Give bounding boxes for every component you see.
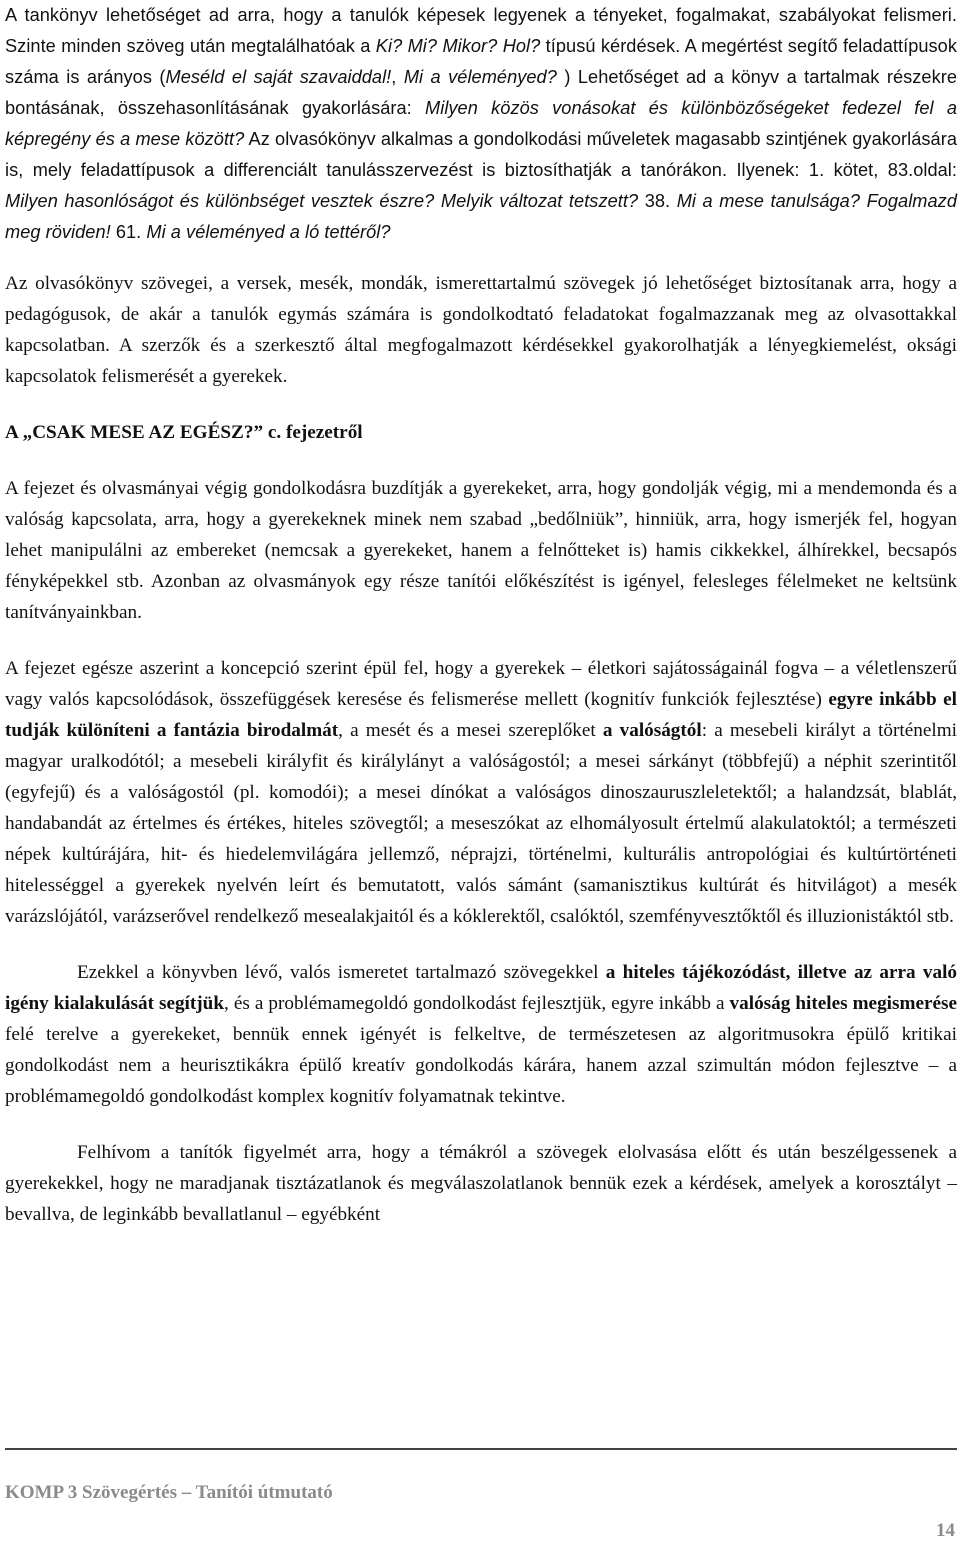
paragraph-questions	[5, 0, 957, 248]
page-number: 14	[936, 1520, 955, 1541]
text-run: , a mesét és a mesei szereplőket	[338, 720, 603, 741]
text-run: ) Lehetőséget ad a könyv a tartalmak részekre bontásának, összehasonlításának gyakorlására:	[5, 67, 957, 118]
bold-emphasis: valóság hiteles megismerése	[729, 993, 957, 1014]
text-run: , és a problémamegoldó gondolkodást fejlesztjük, egyre inkább a	[224, 993, 730, 1014]
text-run: A fejezet egésze aszerint a koncepció szerint épül fel, hogy a gyerekek – életkori sajátosságainál fogva – a véletlenszerű vagy valós kapcsolódások, összefüggések keresése és felismerése mellett (kognitív funkciók fejlesztése)	[5, 658, 957, 710]
italic-example: Mi a véleményed?	[403, 67, 557, 87]
paragraph-texts: Az olvasókönyv szövegei, a versek, mesék, mondák, ismerettartalmú szövegek jó lehetőséget biztosítanak arra, hogy a pedagógusok, de akár a tanulók egymás számára is gondolkodtató feladatokat fogalmazzanak meg az olvasottakkal kapcsolatban. A szerzők és a szerkesztő által megfogalmazott kérdésekkel gyakorolhatják a lényegkiemelést, oksági kapcsolatok felismerését a gyerekek.	[5, 273, 957, 387]
section-heading: A „CSAK MESE AZ EGÉSZ?” c. fejezetről	[5, 422, 363, 443]
italic-example: Milyen hasonlóságot és különbséget vesztek észre? Melyik változat tetszett?	[5, 191, 639, 211]
text-run: Az olvasókönyv alkalmas a gondolkodási műveletek magasabb szintjének gyakorlására is, mely feladattípusok a differenciált tanulásszervezést is biztosíthatják a tanórákon. Ilyenek: 1. kötet, 83.oldal:	[5, 129, 957, 180]
text-run: ,	[391, 67, 404, 87]
text-run: Ezekkel a könyvben lévő, valós ismeretet tartalmazó szövegekkel	[77, 962, 606, 983]
text-run: 61.	[110, 222, 147, 242]
paragraph-concept	[5, 653, 957, 932]
bold-emphasis: a valóságtól	[602, 720, 702, 741]
paragraph-teacher-note: Felhívom a tanítók figyelmét arra, hogy a témákról a szövegek elolvasása előtt és után beszélgessenek a gyerekekkel, hogy ne maradjanak tisztázatlanok és megválaszolatlanok bennük ezek a kérdések, amelyek a korosztályt – bevallva, de leginkább bevallatlanul – egyébként	[5, 1142, 957, 1225]
text-run: típusú kérdések. A megértést segítő feladattípusok száma is arányos (	[5, 36, 957, 87]
text-run: : a mesebeli királyt a történelmi magyar uralkodótól; a mesebeli királyfit és királylányt a valóságostól; a mesei sárkányt (többfejű) a néphit szerintitől (egyfejű) és a valóságostól (pl. komodói); a mesei dínókat a valóságos dinoszauruszleletektől; a halandzsát, blablát, handabandát az értelmes és értékes, hiteles szövegtől; a meseszókat az elhomályosult értelmű alakulatoktól; a természeti népek kultúrájára, hit- és hiedelemvilágára jellemző, néprajzi, történelmi, kulturális antropológiai és kultúrtörténeti hitelességgel a gyerekek nyelvén leírt és bemutatott, valós sámánt (samanisztikus kultúrát és hitvilágot) a mesék varázslójától, varázserővel rendelkező mesealakjaitól és a kóklerektől, csalóktól, szemfényvesztőktől és illuzionistáktól stb.	[5, 720, 957, 927]
paragraph-information	[5, 957, 957, 1112]
italic-example: Ki? Mi? Mikor? Hol?	[375, 36, 541, 56]
text-run: 38.	[638, 191, 677, 211]
paragraph-chapter-intro: A fejezet és olvasmányai végig gondolkodásra buzdítják a gyerekeket, arra, hogy gondolják végig, mi a mendemonda és a valóság kapcsolata, arra, hogy a gyerekeknek minek nem szabad „bedőlniük”, hinniük, arra, hogy ismerjék fel, hogyan lehet manipulálni az embereket (nemcsak a gyerekeket, hanem a felnőtteket is) hamis cikkekkel, álhírekkel, becsapós fényképekkel stb. Azonban az olvasmányok egy része tanítói előkészítést is igényel, felesleges félelmeket ne keltsünk tanítványainkban.	[5, 478, 957, 623]
italic-example: Mi a mese tanulsága? Fogalmazd meg röviden!	[5, 191, 957, 242]
footer-title: KOMP 3 Szövegértés – Tanítói útmutató	[5, 1482, 333, 1503]
italic-example: Meséld el saját szavaiddal!	[165, 67, 392, 87]
footer-divider	[5, 1448, 957, 1450]
bold-emphasis: a hiteles tájékozódást, illetve az arra való igény kialakulását segítjük	[5, 962, 957, 1014]
italic-example: Milyen közös vonásokat és különbözőségeket fedezel fel a képregény és a mese között?	[5, 98, 957, 149]
bold-emphasis: egyre inkább el tudják különíteni a fantázia birodalmát	[5, 689, 957, 741]
italic-example: Mi a véleményed a ló tettéről?	[146, 222, 391, 242]
text-run: A tankönyv lehetőséget ad arra, hogy a tanulók képesek legyenek a tényeket, fogalmakat, szabályokat felismeri. Szinte minden szöveg után megtalálhatóak a	[5, 5, 957, 56]
text-run: felé terelve a gyerekeket, bennük ennek igényét is felkeltve, de természetesen az algoritmusokra épülő kritikai gondolkodást nem a heurisztikákra épülő kreatív gondolkodás kárára, hanem azzal szimultán módon fejlesztve – a problémamegoldó gondolkodást komplex kognitív folyamatnak tekintve.	[5, 1024, 957, 1107]
document-body	[5, 0, 957, 1230]
